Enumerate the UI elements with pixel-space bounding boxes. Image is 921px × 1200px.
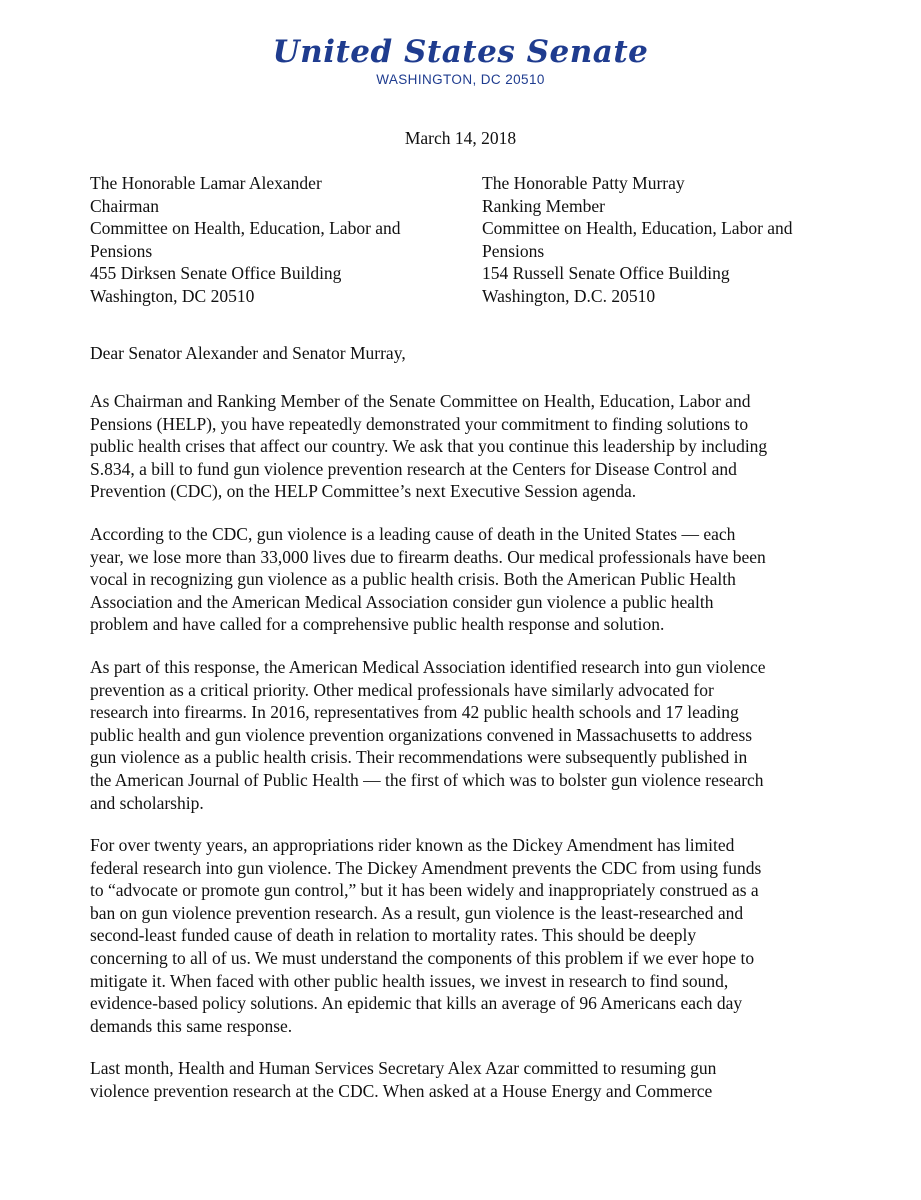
text-line: public health and gun violence prevention organizations convened in Massachusetts to address: [90, 724, 753, 745]
text-line: For over twenty years, an appropriations rider known as the Dickey Amendment has limited: [90, 835, 735, 856]
text-line: vocal in recognizing gun violence as a public health crisis. Both the American Public Health: [90, 569, 736, 590]
text-line: Pensions (HELP), you have repeatedly demonstrated your commitment to finding solutions to: [90, 413, 749, 434]
recipient-left-line: Washington, DC 20510: [90, 285, 255, 306]
recipient-right-line: Ranking Member: [482, 195, 605, 216]
paragraph-commitment: [90, 390, 840, 503]
paragraph-ama-research: [90, 656, 840, 814]
text-line: mitigate it. When faced with other public health issues, we invest in research to find sound,: [90, 970, 729, 991]
text-line: violence prevention research at the CDC. When asked at a House Energy and Commerce: [90, 1081, 713, 1102]
salutation: Dear Senator Alexander and Senator Murray,: [90, 343, 406, 363]
text-line: demands this same response.: [90, 1015, 293, 1036]
letterhead: [0, 34, 921, 89]
letterhead-address: WASHINGTON, DC 20510: [376, 72, 545, 87]
paragraph-dickey-amendment: [90, 834, 840, 1037]
recipient-left-address: [90, 172, 401, 308]
text-line: and scholarship.: [90, 792, 204, 813]
text-line: year, we lose more than 33,000 lives due to firearm deaths. Our medical professionals have been: [90, 546, 766, 567]
recipient-left-line: Chairman: [90, 195, 160, 216]
text-line: gun violence as a public health crisis. Their recommendations were subsequently published in: [90, 747, 748, 768]
letter-body: [90, 390, 840, 1123]
recipient-right-line: The Honorable Patty Murray: [482, 173, 685, 193]
text-line: the American Journal of Public Health — the first of which was to bolster gun violence research: [90, 769, 764, 790]
text-line: As Chairman and Ranking Member of the Senate Committee on Health, Education, Labor and: [90, 391, 751, 411]
text-line: research into firearms. In 2016, representatives from 42 public health schools and 17 leading: [90, 702, 739, 723]
recipient-right-line: Pensions: [482, 240, 545, 261]
recipient-right-line: Washington, D.C. 20510: [482, 285, 656, 306]
recipient-right-address: [482, 172, 793, 308]
text-line: problem and have called for a comprehensive public health response and solution.: [90, 614, 665, 635]
recipient-left-line: Pensions: [90, 240, 153, 261]
text-line: Association and the American Medical Association consider gun violence a public health: [90, 591, 714, 612]
text-line: federal research into gun violence. The Dickey Amendment prevents the CDC from using funds: [90, 857, 762, 878]
text-line: to “advocate or promote gun control,” but it has been widely and inappropriately construed as a: [90, 880, 759, 901]
text-line: concerning to all of us. We must understand the components of this problem if we ever hope to: [90, 948, 755, 969]
text-line: second-least funded cause of death in relation to mortality rates. This should be deeply: [90, 925, 697, 946]
text-line: prevention as a critical priority. Other medical professionals have similarly advocated for: [90, 679, 714, 700]
recipient-right-line: 154 Russell Senate Office Building: [482, 263, 730, 284]
letterhead-title: United States Senate: [272, 34, 649, 70]
paragraph-cdc-statistics: [90, 523, 840, 636]
recipient-left-line: 455 Dirksen Senate Office Building: [90, 263, 342, 284]
recipient-left-line: Committee on Health, Education, Labor and: [90, 218, 401, 239]
text-line: Prevention (CDC), on the HELP Committee’s next Executive Session agenda.: [90, 481, 637, 502]
text-line: Last month, Health and Human Services Secretary Alex Azar committed to resuming gun: [90, 1058, 717, 1079]
recipient-right-line: Committee on Health, Education, Labor and: [482, 218, 793, 239]
recipient-left-line: The Honorable Lamar Alexander: [90, 173, 322, 193]
text-line: evidence-based policy solutions. An epidemic that kills an average of 96 Americans each day: [90, 993, 743, 1014]
paragraph-hhs-secretary: [90, 1057, 840, 1102]
letter-date: March 14, 2018: [404, 128, 517, 148]
text-line: As part of this response, the American Medical Association identified research into gun violence: [90, 656, 766, 677]
text-line: public health crises that affect our country. We ask that you continue this leadership by including: [90, 436, 768, 457]
text-line: According to the CDC, gun violence is a leading cause of death in the United States — each: [90, 523, 736, 544]
text-line: ban on gun violence prevention research. As a result, gun violence is the least-researched and: [90, 902, 744, 923]
text-line: S.834, a bill to fund gun violence prevention research at the Centers for Disease Control and: [90, 458, 737, 479]
